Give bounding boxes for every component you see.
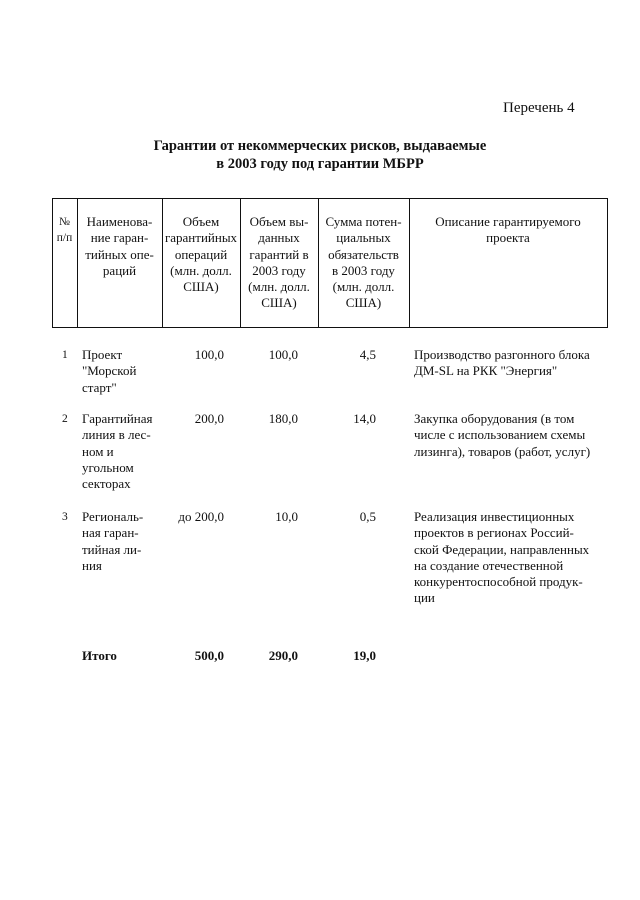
title-line-2: в 2003 году под гарантии МБРР — [216, 156, 424, 172]
volume-value: 100,0 — [194, 347, 224, 362]
header-divider — [607, 198, 608, 328]
row-number: 3 — [62, 511, 68, 523]
project-description: Реализация инвестиционных проектов в регионах Россий- ской Федерации, направленных на создание отечественной конкурентоспособной продук- ции — [414, 509, 590, 606]
potential-value: 14,0 — [353, 411, 376, 426]
header-potential: Сумма потен- циальных обязательств в 2003 году (млн. долл. США) — [325, 214, 402, 311]
header-num: № п/п — [56, 216, 73, 245]
header-bottom-border — [52, 327, 608, 328]
project-description: Производство разгонного блока ДМ-SL на РКК "Энергия" — [414, 347, 590, 379]
header-top-border — [52, 198, 608, 199]
header-volume: Объем гарантийных операций (млн. долл. США) — [164, 214, 238, 295]
potential-value: 0,5 — [359, 509, 376, 524]
issued-value: 10,0 — [275, 509, 298, 524]
issued-value: 100,0 — [268, 347, 298, 362]
title-line-1: Гарантии от некоммерческих рисков, выдаваемые — [153, 138, 487, 154]
total-label: Итого — [82, 648, 117, 663]
list-number: Перечень 4 — [503, 100, 575, 116]
row-number: 1 — [62, 349, 68, 361]
volume-value: 200,0 — [194, 411, 224, 426]
operation-name: Региональ- ная гаран- тийная ли- ния — [82, 509, 144, 573]
operation-name: Гарантийная линия в лес- ном и угольном секторах — [82, 411, 153, 492]
table-header — [52, 198, 608, 328]
row-number: 2 — [62, 413, 68, 425]
total-issued: 290,0 — [268, 648, 298, 663]
potential-value: 4,5 — [359, 347, 376, 362]
total-potential: 19,0 — [353, 648, 376, 663]
issued-value: 180,0 — [268, 411, 298, 426]
document-title — [60, 137, 580, 173]
volume-value: до 200,0 — [178, 509, 224, 524]
project-description: Закупка оборудования (в том числе с использованием схемы лизинга), товаров (работ, услуг) — [414, 411, 591, 459]
total-volume: 500,0 — [194, 648, 224, 663]
header-name: Наименова- ние гаран- тийных опе- раций — [85, 214, 154, 278]
header-issued: Объем вы- данных гарантий в 2003 году (млн. долл. США) — [248, 214, 310, 311]
header-description: Описание гарантируемого проекта — [435, 214, 581, 246]
operation-name: Проект "Морской старт" — [82, 347, 137, 395]
